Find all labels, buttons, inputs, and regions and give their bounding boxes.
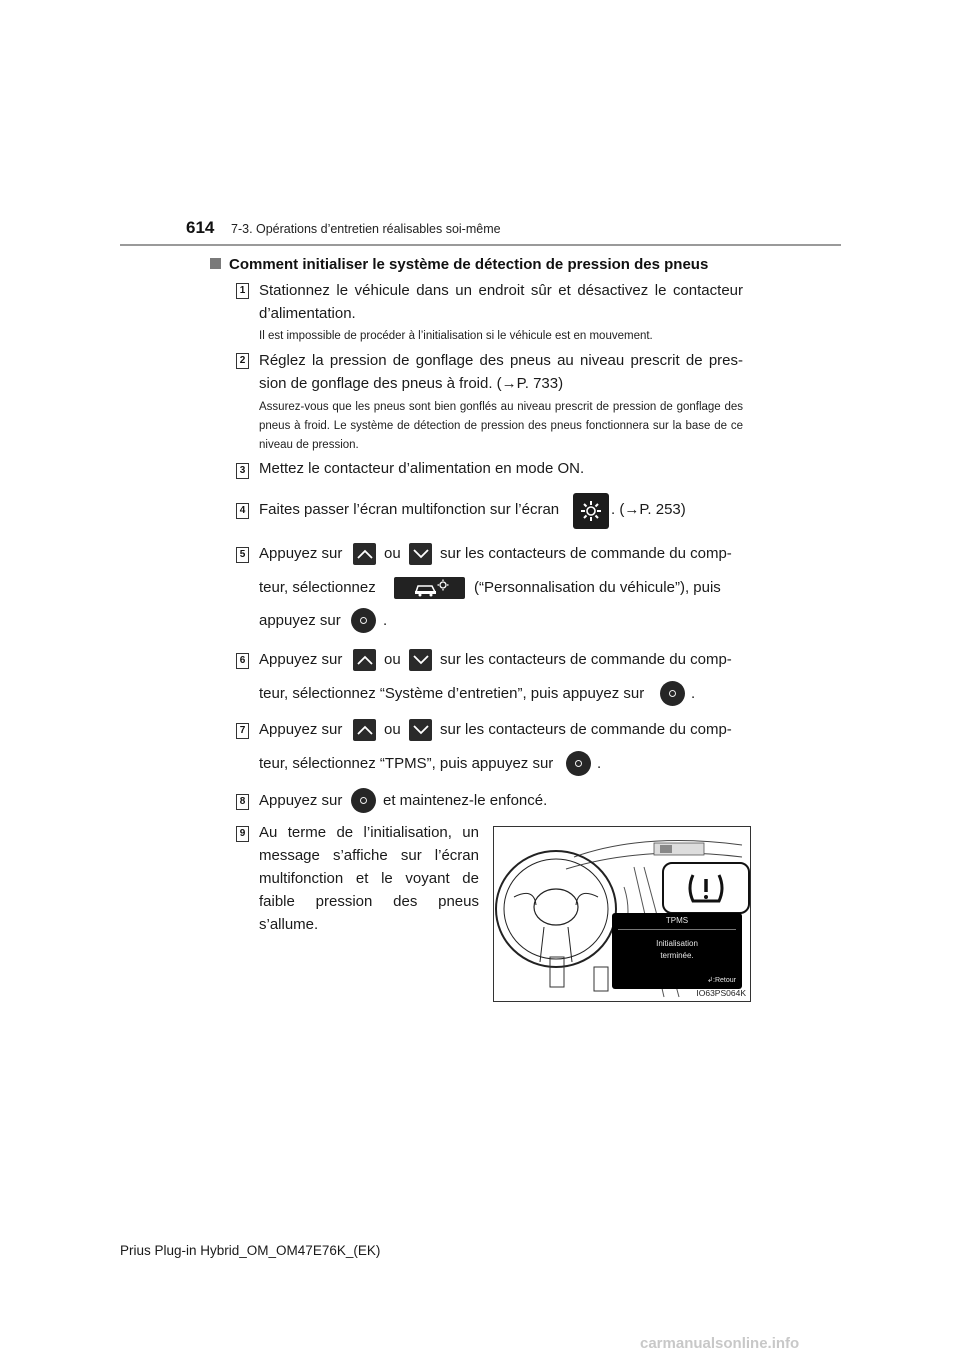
heading-square-icon <box>210 258 221 269</box>
step-2-text: Réglez la pression de gonflage des pneus au niveau prescrit de pres-sion de gonflage des pneus à froid. (→P. 733) <box>259 352 743 392</box>
heading-text: Comment initialiser le système de détection de pression des pneus <box>229 256 709 273</box>
step-7-line2-b: . <box>597 755 602 772</box>
watermark: carmanualsonline.info <box>640 1335 800 1352</box>
step-5-line1-a: Appuyez sur <box>259 545 343 562</box>
footer-document-id: Prius Plug-in Hybrid_OM_OM47E76K_(EK) <box>120 1243 381 1258</box>
step-2-note: Assurez-vous que les pneus sont bien gonflés au niveau prescrit de pression de gonflage des pneus à froid. Le système de détection de pression des pneus fonctionnera sur la base de ce niveau de pression. <box>259 401 743 451</box>
vehicle-settings-icon <box>394 577 465 599</box>
step-3-text: Mettez le contacteur d’alimentation en mode ON. <box>259 460 585 477</box>
display-line1: Initialisation <box>656 939 698 948</box>
step-7-line1-a: Appuyez sur <box>259 721 343 738</box>
step-8-text-a: Appuyez sur <box>259 792 343 809</box>
display-title: TPMS <box>665 916 689 925</box>
illustration-id: IO63PS064K <box>696 988 746 998</box>
step-4-text-b: . (→P. 253) <box>611 501 686 518</box>
step-number-3: 3 <box>236 463 249 479</box>
up-arrow-icon <box>353 719 376 741</box>
step-1-note: Il est impossible de procéder à l’initialisation si le véhicule est en mouvement. <box>259 330 653 342</box>
down-arrow-icon <box>409 719 432 741</box>
step-6-line1-a: Appuyez sur <box>259 651 343 668</box>
display-divider <box>618 929 736 930</box>
step-number-8: 8 <box>236 794 249 810</box>
page-number: 614 <box>186 218 215 237</box>
step-5-line3-b: . <box>383 612 388 629</box>
step-number-7: 7 <box>236 723 249 739</box>
ok-button-icon <box>566 751 591 776</box>
step-5-line1-b: ou <box>384 545 401 562</box>
settings-gear-icon <box>573 493 609 529</box>
step-5-line2-a: teur, sélectionnez <box>259 579 376 596</box>
step-number-5: 5 <box>236 547 249 563</box>
step-6-line1-c: sur les contacteurs de commande du comp- <box>440 651 732 668</box>
tire-pressure-warning-icon <box>662 862 750 914</box>
step-number-4: 4 <box>236 503 249 519</box>
steering-wheel-icon <box>496 851 616 967</box>
up-arrow-icon <box>353 543 376 565</box>
multi-information-display <box>612 913 742 989</box>
step-8-text-b: et maintenez-le enfoncé. <box>383 792 548 809</box>
step-7-line2-a: teur, sélectionnez “TPMS”, puis appuyez sur <box>259 755 554 772</box>
procedure-heading <box>210 256 708 273</box>
down-arrow-icon <box>409 543 432 565</box>
step-7-line1-b: ou <box>384 721 401 738</box>
step-5-line2-b: (“Personnalisation du véhicule”), puis <box>474 579 721 596</box>
step-5-line1-c: sur les contacteurs de commande du comp- <box>440 545 732 562</box>
step-1-text: Stationnez le véhicule dans un endroit sûr et désactivez le contacteur d’alimentation. <box>259 282 743 322</box>
up-arrow-icon <box>353 649 376 671</box>
down-arrow-icon <box>409 649 432 671</box>
ok-button-icon <box>660 681 685 706</box>
step-6-line2-a: teur, sélectionnez “Système d’entretien”, puis appuyez sur <box>259 685 645 702</box>
step-7-line1-c: sur les contacteurs de commande du comp- <box>440 721 732 738</box>
ok-button-icon <box>351 788 376 813</box>
step-number-9: 9 <box>236 826 249 842</box>
display-line2: terminée. <box>660 951 694 960</box>
step-5-line3-a: appuyez sur <box>259 612 341 629</box>
section-title: 7-3. Opérations d’entretien réalisables soi-même <box>231 222 501 236</box>
step-number-2: 2 <box>236 353 249 369</box>
header-divider <box>120 244 841 246</box>
step-number-1: 1 <box>236 283 249 299</box>
step-6-line1-b: ou <box>384 651 401 668</box>
step-number-6: 6 <box>236 653 249 669</box>
dashboard-illustration <box>493 826 751 1002</box>
step-9-text: Au terme de l’initialisation, un message s’affiche sur l’écran multifonction et le voyant de faible pression des pneus s’allume. <box>259 824 479 933</box>
display-back-label: ↲:Retour <box>707 977 736 984</box>
step-6-line2-b: . <box>691 685 696 702</box>
step-4-text-a: Faites passer l’écran multifonction sur l’écran <box>259 501 560 518</box>
ok-button-icon <box>351 608 376 633</box>
